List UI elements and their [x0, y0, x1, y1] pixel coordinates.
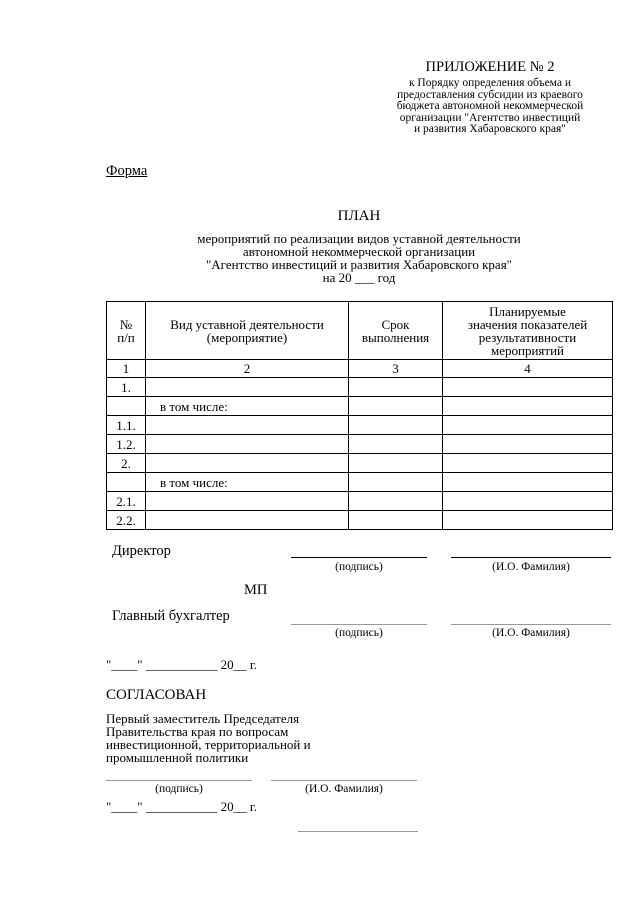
row-activity	[146, 454, 349, 473]
row-activity	[146, 492, 349, 511]
row-deadline	[349, 454, 443, 473]
approval-name-line	[271, 780, 417, 781]
row-activity	[146, 511, 349, 530]
date-line: "____" ___________ 20__ г.	[106, 657, 257, 672]
plan-title-block	[106, 209, 612, 284]
approval-position-line: Правительства края по вопросам	[106, 724, 289, 739]
row-deadline	[349, 378, 443, 397]
approval-position-line: Первый заместитель Председателя	[106, 711, 300, 726]
row-indicators	[443, 416, 613, 435]
row-deadline	[349, 397, 443, 416]
row-indicators	[443, 378, 613, 397]
plan-table	[106, 301, 613, 530]
row-deadline	[349, 435, 443, 454]
header-indicators: Планируемые значения показателей результативности мероприятий	[443, 302, 613, 360]
row-deadline	[349, 416, 443, 435]
row-indicators	[443, 473, 613, 492]
table-row	[107, 492, 613, 511]
row-indicators	[443, 492, 613, 511]
approval-date-line: "____" ___________ 20__ г.	[106, 799, 257, 814]
column-number: 2	[146, 360, 349, 378]
column-number-row	[107, 360, 613, 378]
approval-position-block	[106, 712, 311, 764]
row-activity: в том числе:	[146, 473, 349, 492]
appendix-block	[370, 60, 610, 136]
plan-subtitle-line: на 20 ___ год	[322, 270, 396, 285]
plan-subtitle-line: "Агентство инвестиций и развития Хабаровского края"	[205, 257, 512, 272]
appendix-line: к Порядку определения объема и	[408, 77, 572, 89]
approval-name-caption: (И.О. Фамилия)	[305, 783, 383, 795]
table-row	[107, 416, 613, 435]
approval-signature-line	[106, 780, 252, 781]
header-activity: Вид уставной деятельности (мероприятие)	[146, 302, 349, 360]
table-row	[107, 511, 613, 530]
row-number	[107, 397, 146, 416]
director-signature-caption: (подпись)	[335, 561, 383, 573]
row-deadline	[349, 492, 443, 511]
director-name-caption: (И.О. Фамилия)	[492, 561, 570, 573]
row-activity	[146, 435, 349, 454]
header-deadline: Срок выполнения	[349, 302, 443, 360]
row-deadline	[349, 511, 443, 530]
row-number: 2.2.	[107, 511, 146, 530]
form-label: Форма	[106, 163, 148, 179]
table-row	[107, 435, 613, 454]
plan-title: ПЛАН	[337, 208, 381, 224]
table-row	[107, 473, 613, 492]
row-number: 1.2.	[107, 435, 146, 454]
director-name-line	[451, 557, 611, 558]
approval-position-line: инвестиционной, территориальной и	[106, 737, 311, 752]
accountant-signature-line	[291, 624, 427, 625]
column-number: 4	[443, 360, 613, 378]
approval-signature-caption: (подпись)	[155, 783, 203, 795]
appendix-line: и развития Хабаровского края"	[414, 123, 566, 135]
approval-title: СОГЛАСОВАН	[106, 687, 207, 703]
approval-position-line: промышленной политики	[106, 750, 249, 765]
table-row	[107, 397, 613, 416]
row-indicators	[443, 435, 613, 454]
stamp-label: МП	[244, 582, 268, 598]
appendix-line: предоставления субсидии из краевого	[397, 88, 583, 101]
accountant-name-caption: (И.О. Фамилия)	[492, 627, 570, 639]
director-signature-line	[291, 557, 427, 558]
column-number: 1	[107, 360, 146, 378]
row-activity: в том числе:	[146, 397, 349, 416]
row-number: 2.1.	[107, 492, 146, 511]
column-number: 3	[349, 360, 443, 378]
row-indicators	[443, 511, 613, 530]
accountant-name-line	[451, 624, 611, 625]
table-row	[107, 454, 613, 473]
appendix-line: организации "Агентство инвестиций	[399, 111, 581, 124]
accountant-signature-caption: (подпись)	[335, 627, 383, 639]
row-number: 1.1.	[107, 416, 146, 435]
appendix-line: бюджета автономной некоммерческой	[396, 100, 584, 112]
header-number: № п/п	[107, 302, 146, 360]
row-indicators	[443, 454, 613, 473]
row-indicators	[443, 397, 613, 416]
row-number: 1.	[107, 378, 146, 397]
row-deadline	[349, 473, 443, 492]
director-label: Директор	[112, 543, 171, 559]
chief-accountant-label: Главный бухгалтер	[112, 608, 230, 624]
plan-subtitle-line: мероприятий по реализации видов уставной деятельности	[197, 231, 521, 246]
row-activity	[146, 378, 349, 397]
approval-extra-line	[298, 831, 418, 832]
row-activity	[146, 416, 349, 435]
appendix-title: ПРИЛОЖЕНИЕ № 2	[425, 59, 555, 75]
row-number: 2.	[107, 454, 146, 473]
table-row	[107, 378, 613, 397]
table-header-row	[107, 302, 613, 360]
row-number	[107, 473, 146, 492]
plan-subtitle-line: автономной некоммерческой организации	[242, 244, 476, 259]
